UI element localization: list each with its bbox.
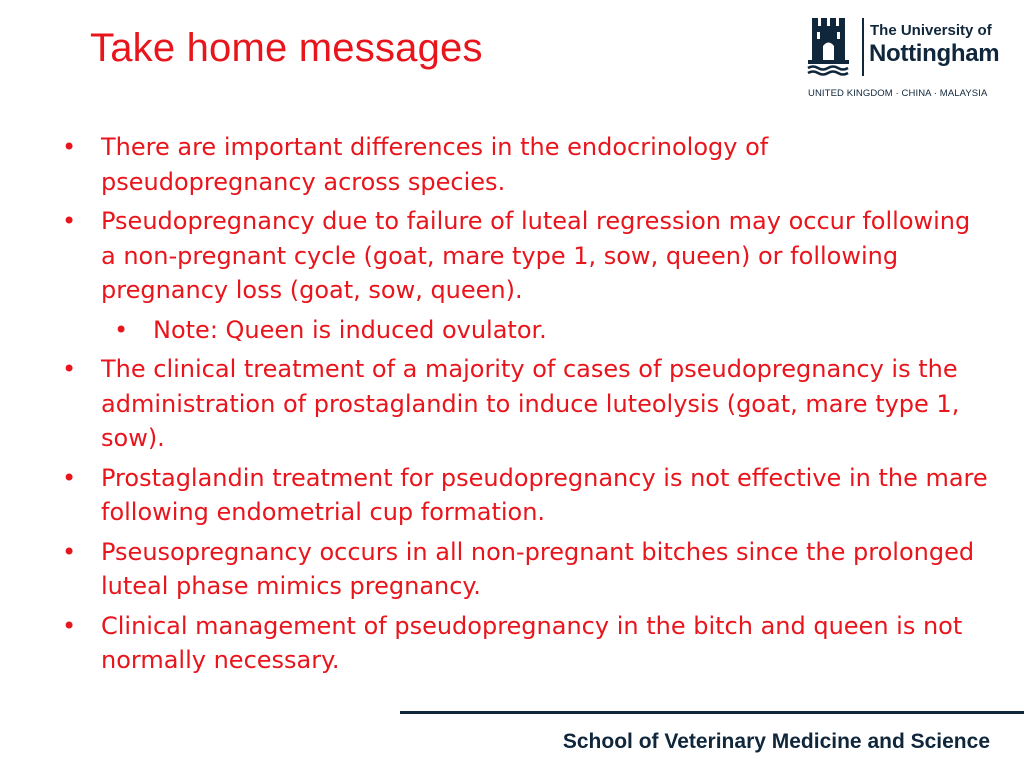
logo-tagline: UNITED KINGDOM · CHINA · MALAYSIA: [808, 88, 988, 99]
bullet-icon: •: [62, 537, 77, 566]
university-logo: [806, 16, 1006, 102]
bullet-icon: •: [62, 133, 77, 161]
bullet-list-container: [60, 130, 990, 683]
bullet-text: Note: Queen is induced ovulator.: [153, 315, 547, 344]
sub-list-item: [60, 313, 990, 348]
list-item: [60, 204, 990, 308]
bullet-text: Prostaglandin treatment for pseudopregnancy is not effective in the mare following endometrial cup formation.: [101, 463, 988, 526]
bullet-icon: •: [62, 355, 77, 383]
list-item: [60, 352, 990, 456]
bullet-icon: •: [114, 315, 129, 344]
bullet-text: Pseudopregnancy due to failure of luteal regression may occur following a non-pregnant cycle (goat, mare type 1, sow, queen) or following pregnancy loss (goat, sow, queen).: [101, 207, 971, 304]
list-item: [60, 130, 990, 199]
list-item: [60, 535, 990, 604]
bullet-icon: •: [62, 611, 77, 640]
bullet-icon: •: [62, 207, 77, 235]
logo-name-line1: The University of: [870, 22, 992, 39]
bullet-text: Clinical management of pseudopregnancy in the bitch and queen is not normally necessary.: [101, 611, 963, 674]
bullet-text: Pseusopregnancy occurs in all non-pregnant bitches since the prolonged luteal phase mimics pregnancy.: [101, 537, 975, 600]
bullet-text: The clinical treatment of a majority of cases of pseudopregnancy is the administration of prostaglandin to induce luteolysis (goat, mare type 1, sow).: [101, 355, 960, 452]
slide-title: Take home messages: [90, 26, 483, 70]
list-item: [60, 609, 990, 678]
bullet-text: There are important differences in the endocrinology of pseudopregnancy across species.: [101, 133, 769, 196]
logo-divider: [862, 18, 864, 76]
footer-divider: [400, 711, 1024, 714]
logo-name-line2: Nottingham: [869, 40, 1000, 67]
footer-school-name: School of Veterinary Medicine and Science: [562, 730, 990, 753]
bullet-icon: •: [62, 463, 77, 492]
castle-crest-icon: [806, 16, 856, 76]
bullet-list: [60, 130, 990, 678]
list-item: [60, 461, 990, 530]
